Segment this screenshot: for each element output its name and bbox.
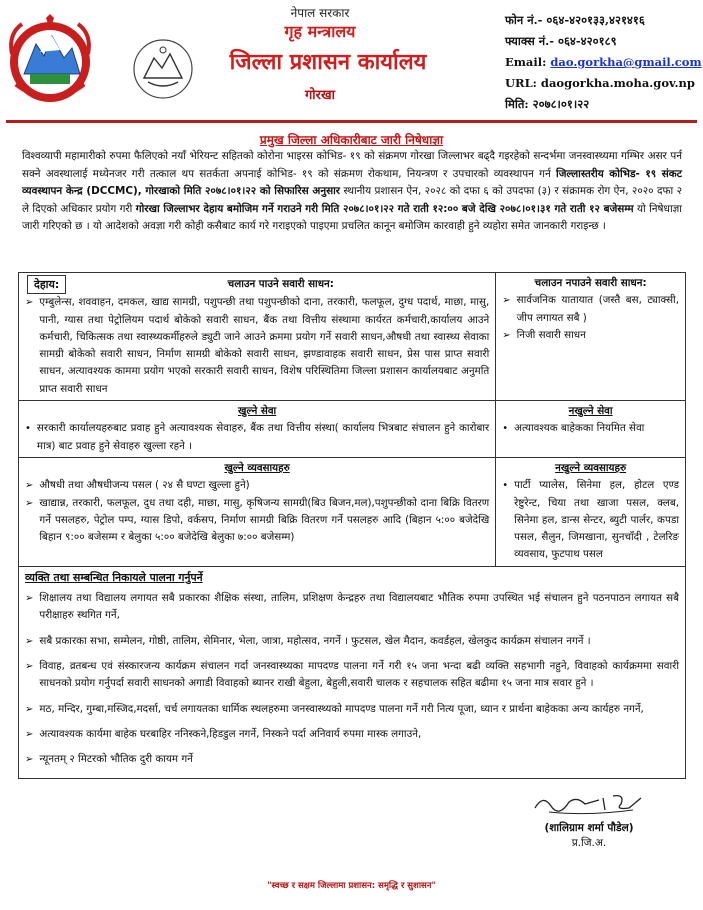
signature-scrawl	[529, 790, 649, 816]
email-link[interactable]: dao.gorkha@gmail.com	[550, 55, 702, 69]
business-closed-title: नखुल्ने व्यवसायहरु	[555, 461, 627, 474]
office-name: जिल्ला प्रशासन कार्यालय	[229, 50, 427, 75]
business-open-title: खुल्ने व्यवसायहरु	[224, 461, 290, 474]
list-item: • पार्टी प्यालेस, सिनेमा हल, होटल एण्ड रेष्टुरेन्ट, चिया तथा खाजा पसल, क्लब, सिनेमा हल, डान्स सेन्टर, ब्युटी पार्लर, कपडा पसल, सैलुन, जिमखाना, सुनचाँदी , टेलरिङ व्यवसाय, फुटपाथ पसल	[502, 479, 679, 561]
phone-text: फोन नं.- ०६४-४२०१३३,४२१४१६	[505, 13, 645, 27]
list-item: ➢ निजी सवारी साधन	[502, 328, 586, 341]
date-text: मिति: २०७८।०१।२२	[505, 97, 590, 111]
email-label: Email:	[505, 55, 547, 69]
signatory-name: (शालिग्राम शर्मा पौडेल)	[544, 822, 634, 835]
notice-title: प्रमुख जिल्ला अधिकारीबाट जारी निषेधाज्ञा	[259, 133, 444, 147]
services-closed-title: नखुल्ने सेवा	[568, 405, 613, 418]
district-name: गोरखा	[304, 88, 335, 103]
list-item: ➢ सार्वजनिक यातायात (जस्तै बस, ट्याक्सी, जीप लगायत सबै )	[502, 294, 679, 324]
list-item: ➢ न्यूनतम् २ मिटरको भौतिक दुरी कायम गर्ने	[25, 753, 193, 766]
ministry-label: गृह मन्त्रालय	[284, 22, 356, 41]
url-text[interactable]: URL: daogorkha.moha.gov.np	[505, 76, 695, 90]
list-item: ➢ एम्बुलेन्स, शववाहन, दमकल, खाद्य सामग्री, पशुपन्छी तथा पशुपन्छीको दाना, तरकारी, फलफूल, दुग्ध पदार्थ, माछा, मासु, पानी, ग्यास तथा पेट्रोलियम पदार्थ बोकेको सवारी साधन, बैंक तथा वित्तीय संस्थामा कार्यरत कर्मचारी,कार्यालय आउने कर्मचारी, चिकित्सक तथा स्वास्थ्यकर्मीहरुले ड्युटी जाने आउने क्रममा प्रयोग गर्ने सवारी साधन,औषधी तथा स्वास्थ्य सेवाका सामग्री बोकेको सवारी साधन, निर्माण सामग्री बोकेको सवारी साधन, झण्डावाहक सवारी साधन, प्रेस पास प्राप्त सवारी साधन, अत्यावश्यक काममा प्रयोग भएको सरकारी सवारी साधन, विशेष परिस्थितिमा जिल्ला प्रशासन कार्यालयबाट अनुमति प्राप्त सवारी साधन	[25, 294, 489, 398]
vehicles-allowed-text: एम्बुलेन्स, शववाहन, दमकल, खाद्य सामग्री, पशुपन्छी तथा पशुपन्छीको दाना, तरकारी, फलफूल, दुग्ध पदार्थ, माछा, मासु, पानी, ग्यास तथा पेट्रोलियम पदार्थ बोकेको सवारी साधन, बैंक तथा वित्तीय संस्थामा कार्यरत कर्मचारी,कार्यालय आउने कर्मचारी, चिकित्सक तथा स्वास्थ्यकर्मीहरुले ड्युटी जाने आउने क्रममा प्रयोग गर्ने सवारी साधन,औषधी तथा स्वास्थ्य सेवाका सामग्री बोकेको सवारी साधन, निर्माण सामग्री बोकेको सवारी साधन, झण्डावाहक सवारी साधन, प्रेस पास प्राप्त सवारी साधन, अत्यावश्यक काममा प्रयोग भएको सरकारी सवारी साधन, विशेष परिस्थितिमा जिल्ला प्रशासन कार्यालयबाट अनुमति प्राप्त सवारी साधन	[39, 296, 490, 395]
list-item: ➢ अत्यावश्यक कार्यमा बाहेक घरबाहिर ननिस्कने,हिडडुल नगर्ने, निस्कने पर्दा अनिवार्य रुपमा मास्क लगाउने,	[25, 727, 422, 740]
signatory-post: प्र.जि.अ.	[571, 837, 607, 850]
services-open-title: खुल्ने सेवा	[238, 405, 277, 418]
fax-text: फ्याक्स नं.- ०६४-४२०१८९	[505, 34, 617, 48]
services-open-cell	[19, 401, 496, 458]
services-closed-cell	[496, 401, 686, 458]
list-item: ➢ सबै प्रकारका सभा, सम्मेलन, गोष्ठी, तालिम, सेमिनार, भेला, जात्रा, महोत्सव, नगर्ने । फुटसल, खेल मैदान, कवर्डहल, खेलकुद कार्यक्रम संचालन नगर्ने ।	[25, 634, 591, 647]
signature-block	[514, 790, 664, 851]
intro-paragraph: विश्वव्यापी महामारीको रुपमा फैलिएको नयाँ भेरियन्ट सहितको कोरोना भाइरस कोभिड- १९ को संक्रमण गोरखा जिल्लाभर बढ्दै गइरहेको सन्दर्भमा जनस्वास्थ्यमा गम्भिर असर पर्न सक्ने अवस्थालाई मध्येनजर गरी तत्काल थप सतर्कता अपनाई कोभिड- १९ को संक्रमण रोकथाम, नियन्त्रण र उपचारको व्यवस्थापन गर्न जिल्लास्तरीय कोभिड- १९ संकट व्यवस्थापन केन्द्र (DCCMC), गोरखाको मिति २०७८।०१।२२ को सिफारिस अनुसार स्थानीय प्रशासन ऐन, २०२८ को दफा ६ को उपदफा (३) र संक्रामक रोग ऐन, २०२० दफा २ ले दिएको अधिकार प्रयोग गरी गोरखा जिल्लाभर देहाय बमोजिम गर्ने गराउने गरी मिति २०७८।०१।२२ गते राती १२:०० बजे देखि २०७८।०१।३१ गते राती १२ बजेसम्म यो निषेधाज्ञा जारी गरिएको छ । यो आदेशको अवज्ञा गरी कोही कसैबाट कार्य गरे गराइएको पाइएमा प्रचलित कानून बमोजिम कारवाही हुने व्यहोरा समेत जानकारी गराइन्छ ।	[22, 150, 682, 233]
list-item: ➢ मठ, मन्दिर, गुम्बा,मस्जिद,मदर्सा, चर्च लगायतका धार्मिक स्थलहरुमा जनस्वास्थ्यको मापदण्ड पालना गर्ने गरी नित्य पूजा, ध्यान र प्रार्थना बाहेकका अन्य कार्यहरु नगर्ने,	[25, 702, 644, 715]
intro-bold-dccmc: जिल्लास्तरीय कोभिड- १९ संकट व्यवस्थापन केन्द्र (DCCMC), गोरखाको मिति २०७८।०१।२२ को सिफारिस अनुसार	[22, 167, 682, 198]
government-label: नेपाल सरकार	[290, 6, 350, 20]
vehicles-allowed-title: चलाउन पाउने सवारी साधन:	[227, 278, 334, 290]
list-item: • सरकारी कार्यालयहरुबाट प्रवाह हुने अत्यावश्यक सेवाहरु, बैंक तथा वित्तीय संस्था( कार्यालय भित्रबाट संचालन हुने कारोबार मात्र) बाट प्रवाह हुने सेवाहरु खुल्ला रहने ।	[25, 422, 490, 452]
rules-cell	[19, 566, 686, 779]
list-item: ➢ खाद्यान्न, तरकारी, फलफूल, दुध तथा दही, माछा, मासु, कृषिजन्य सामग्री(बिउ बिजन,मल),पशुपन्छीको दाना बिक्रि वितरण गर्ने पसलहरु, पेट्रोल पम्प, ग्यास डिपो, वर्कसप, निर्माण सामग्री बिक्रि वितरण गर्ने पसलहरु आदि (बिहान ५:०० बजेदेखि बिहान ९:०० बजेसम्म र बेलुका ५:०० बजेदेखि बेलुका ७:०० बजेसम्म)	[25, 496, 490, 544]
header-divider	[6, 120, 697, 123]
vehicles-allowed-cell	[19, 273, 496, 401]
list-item: ➢ शिक्षालय तथा विद्यालय लगायत सबै प्रकारका शैक्षिक संस्था, तालिम, प्रशिक्षण केन्द्रहरु तथा विद्यालयबाट भौतिक रुपमा उपस्थित भई संचालन हुने पठनपाठन लगायत सबै परीक्षाहरु स्थगित गर्ने,	[25, 592, 679, 622]
nepal-emblem-icon	[6, 14, 94, 106]
email-line	[505, 52, 700, 73]
business-open-cell	[19, 457, 496, 566]
office-seal-icon	[132, 38, 194, 100]
contact-block	[505, 10, 700, 115]
footer-slogan: "स्वच्छ र सक्षम जिल्लामा प्रशासन: समृद्धि र सुशासन"	[267, 881, 436, 891]
business-closed-cell	[496, 457, 686, 566]
list-item: ➢ विवाह, व्रतबन्ध एवं संस्कारजन्य कार्यक्रम संचालन गर्दा जनस्वास्थ्यका मापदण्ड पालना गर्ने गरी १५ जना भन्दा बढी व्यक्ति सहभागी नहुने, विवाहको कार्यक्रममा सवारी साधनको प्रयोग गर्नुपर्दा सवारी साधनको अगाडी विवाहको ब्यानर राखी बेहुला, बेहुली,सवारी चालक र सहचालक सहित बढीमा १५ जना मात्र सवार हुने ।	[25, 659, 679, 690]
rules-title: व्यक्ति तथा सम्बन्धित निकायले पालना गर्नुपर्ने	[25, 570, 203, 584]
letterhead	[0, 0, 703, 124]
list-item: • अत्यावश्यक बाहेकका नियमित सेवा	[502, 422, 645, 435]
deha-label: देहाय:	[27, 275, 66, 294]
restrictions-table	[18, 272, 686, 779]
intro-bold-dates: गोरखा जिल्लाभर देहाय बमोजिम गर्ने गराउने गरी मिति २०७८।०१।२२ गते राती १२:०० बजे देखि २०७८।०१।३१ गते राती १२ बजेसम्म	[135, 202, 634, 215]
list-item: ➢ औषधी तथा औषधीजन्य पसल ( २४ सै घण्टा खुल्ला हुने)	[25, 479, 250, 492]
vehicles-banned-cell	[496, 273, 686, 401]
vehicles-banned-title: चलाउन नपाउने सवारी साधन:	[534, 277, 647, 289]
